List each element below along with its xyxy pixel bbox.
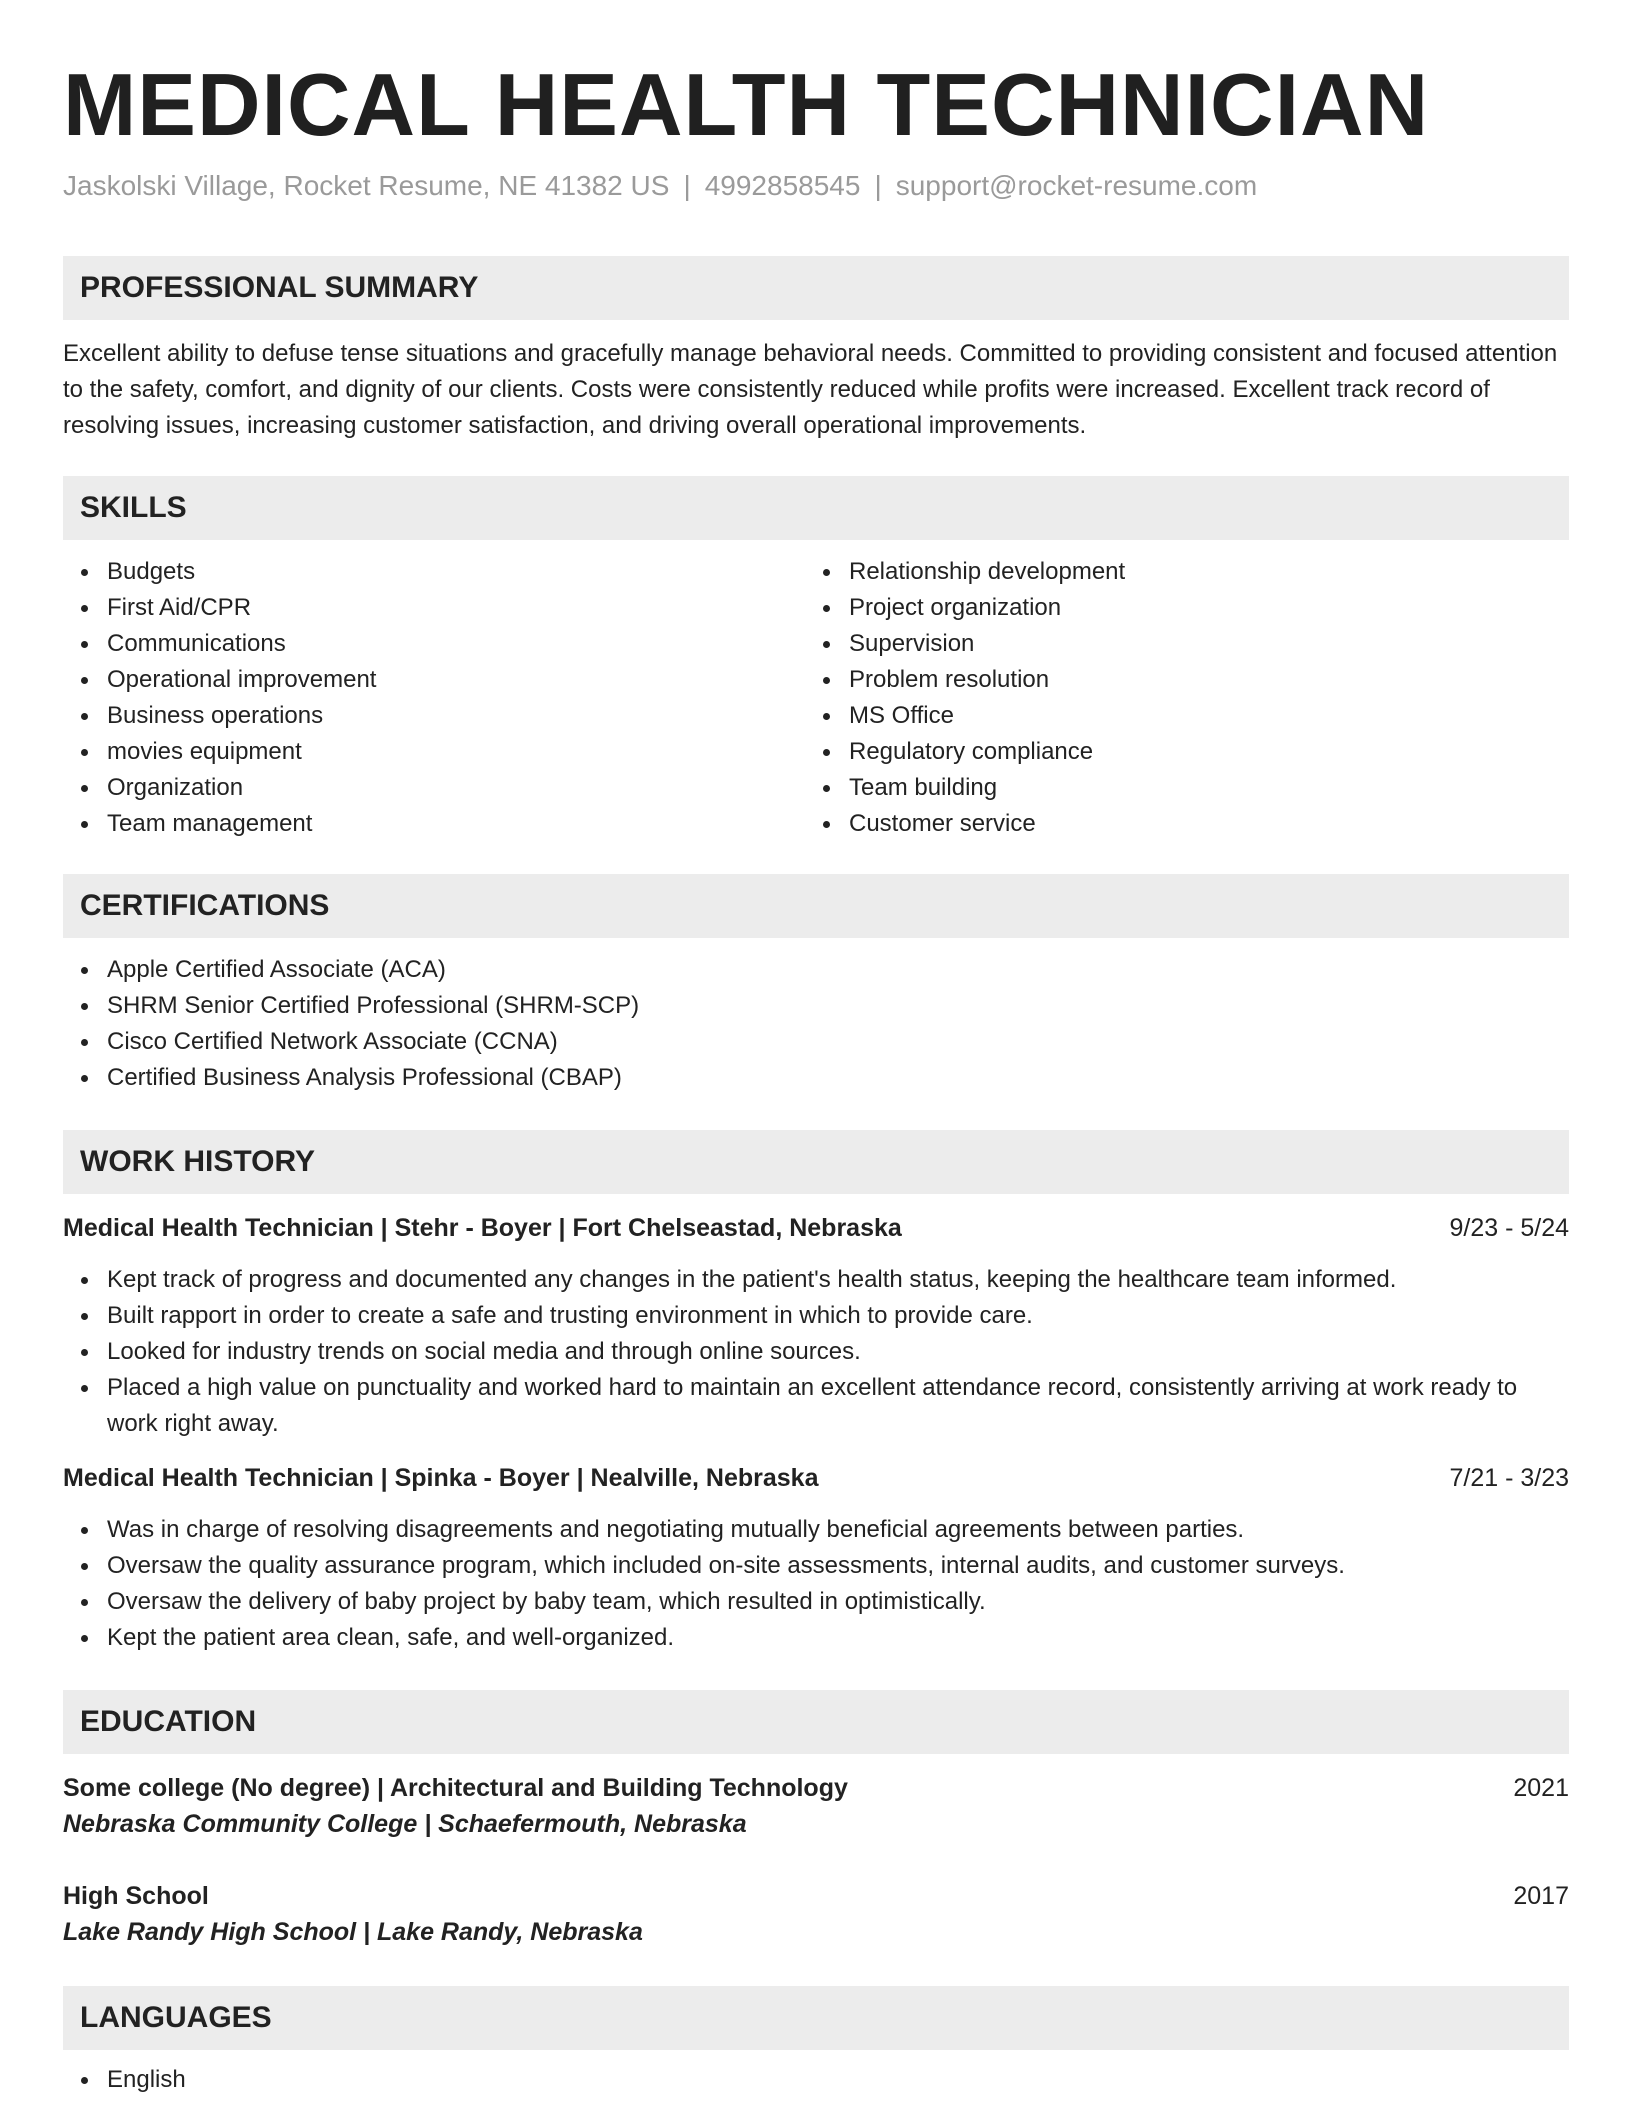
education-year: 2021 xyxy=(1513,1774,1569,1802)
contact-email[interactable]: support@rocket-resume.com xyxy=(895,170,1258,201)
contact-address: Jaskolski Village, Rocket Resume, NE 41382 US xyxy=(63,170,670,201)
job-bullet: Was in charge of resolving disagreements and negotiating mutually beneficial agreements between parties. xyxy=(63,1512,1569,1548)
skill-item: Team building xyxy=(805,770,1547,806)
job-header xyxy=(63,1210,1569,1246)
language-item: English xyxy=(63,2062,1569,2098)
languages-list xyxy=(63,2062,1569,2098)
education-year: 2017 xyxy=(1513,1882,1569,1910)
resume-name: MEDICAL HEALTH TECHNICIAN xyxy=(63,55,1430,154)
job-dates: 7/21 - 3/23 xyxy=(1449,1464,1569,1492)
job-bullet: Placed a high value on punctuality and worked hard to maintain an excellent attendance record, consistently arriving at work ready to work right away. xyxy=(63,1370,1569,1442)
education-entry-header xyxy=(63,1770,1569,1806)
skill-item: Supervision xyxy=(805,626,1547,662)
job-bullets xyxy=(63,1262,1569,1442)
summary-heading: PROFESSIONAL SUMMARY xyxy=(63,256,1569,320)
job-dates: 9/23 - 5/24 xyxy=(1449,1214,1569,1242)
skills-columns xyxy=(63,554,1569,842)
certification-item: Cisco Certified Network Associate (CCNA) xyxy=(63,1024,1569,1060)
certifications-list xyxy=(63,952,1569,1096)
summary-text: Excellent ability to defuse tense situations and gracefully manage behavioral needs. Committed to providing consistent and focused attention to the safety, comfort, and dignity of our clients. Costs were consistently reduced while profits were increased. Excellent track record of resolving issues, increasing customer satisfaction, and driving overall operational improvements. xyxy=(63,340,1558,439)
skill-item: Regulatory compliance xyxy=(805,734,1547,770)
certification-item: Certified Business Analysis Professional (CBAP) xyxy=(63,1060,1569,1096)
job-bullet: Oversaw the quality assurance program, which included on-site assessments, internal audits, and customer surveys. xyxy=(63,1548,1569,1584)
languages-heading: LANGUAGES xyxy=(63,1986,1569,2050)
contact-separator: | xyxy=(683,170,691,201)
contact-line xyxy=(63,168,1569,204)
skill-item: Project organization xyxy=(805,590,1547,626)
job-title: Medical Health Technician | Stehr - Boyer | Fort Chelseastad, Nebraska xyxy=(63,1214,902,1242)
skills-list-left xyxy=(63,554,805,842)
education-school: Lake Randy High School | Lake Randy, Nebraska xyxy=(63,1918,643,1946)
job-bullet: Kept the patient area clean, safe, and well-organized. xyxy=(63,1620,1569,1656)
skill-item: MS Office xyxy=(805,698,1547,734)
work-history-heading: WORK HISTORY xyxy=(63,1130,1569,1194)
certifications-heading: CERTIFICATIONS xyxy=(63,874,1569,938)
education-degree: High School xyxy=(63,1882,209,1910)
certification-item: SHRM Senior Certified Professional (SHRM-SCP) xyxy=(63,988,1569,1024)
skill-item: Relationship development xyxy=(805,554,1547,590)
skill-item: Team management xyxy=(63,806,805,842)
job-bullet: Kept track of progress and documented any changes in the patient's health status, keeping the healthcare team informed. xyxy=(63,1262,1569,1298)
skills-column-right xyxy=(805,554,1547,842)
skill-item: Customer service xyxy=(805,806,1547,842)
job-header xyxy=(63,1460,1569,1496)
skill-item: Problem resolution xyxy=(805,662,1547,698)
skill-item: Budgets xyxy=(63,554,805,590)
job-bullet: Oversaw the delivery of baby project by baby team, which resulted in optimistically. xyxy=(63,1584,1569,1620)
certification-item: Apple Certified Associate (ACA) xyxy=(63,952,1569,988)
skill-item: Communications xyxy=(63,626,805,662)
skills-list-right xyxy=(805,554,1547,842)
skills-heading: SKILLS xyxy=(63,476,1569,540)
education-school: Nebraska Community College | Schaefermouth, Nebraska xyxy=(63,1810,747,1838)
job-bullet: Built rapport in order to create a safe and trusting environment in which to provide care. xyxy=(63,1298,1569,1334)
contact-phone: 4992858545 xyxy=(704,170,861,201)
education-heading: EDUCATION xyxy=(63,1690,1569,1754)
education-degree: Some college (No degree) | Architectural and Building Technology xyxy=(63,1774,848,1802)
contact-separator: | xyxy=(874,170,882,201)
skill-item: Organization xyxy=(63,770,805,806)
job-bullet: Looked for industry trends on social media and through online sources. xyxy=(63,1334,1569,1370)
job-bullets xyxy=(63,1512,1569,1656)
skill-item: Business operations xyxy=(63,698,805,734)
education-entry-header xyxy=(63,1878,1569,1914)
skill-item: First Aid/CPR xyxy=(63,590,805,626)
skills-column-left xyxy=(63,554,805,842)
skill-item: movies equipment xyxy=(63,734,805,770)
skill-item: Operational improvement xyxy=(63,662,805,698)
job-title: Medical Health Technician | Spinka - Boyer | Nealville, Nebraska xyxy=(63,1464,819,1492)
